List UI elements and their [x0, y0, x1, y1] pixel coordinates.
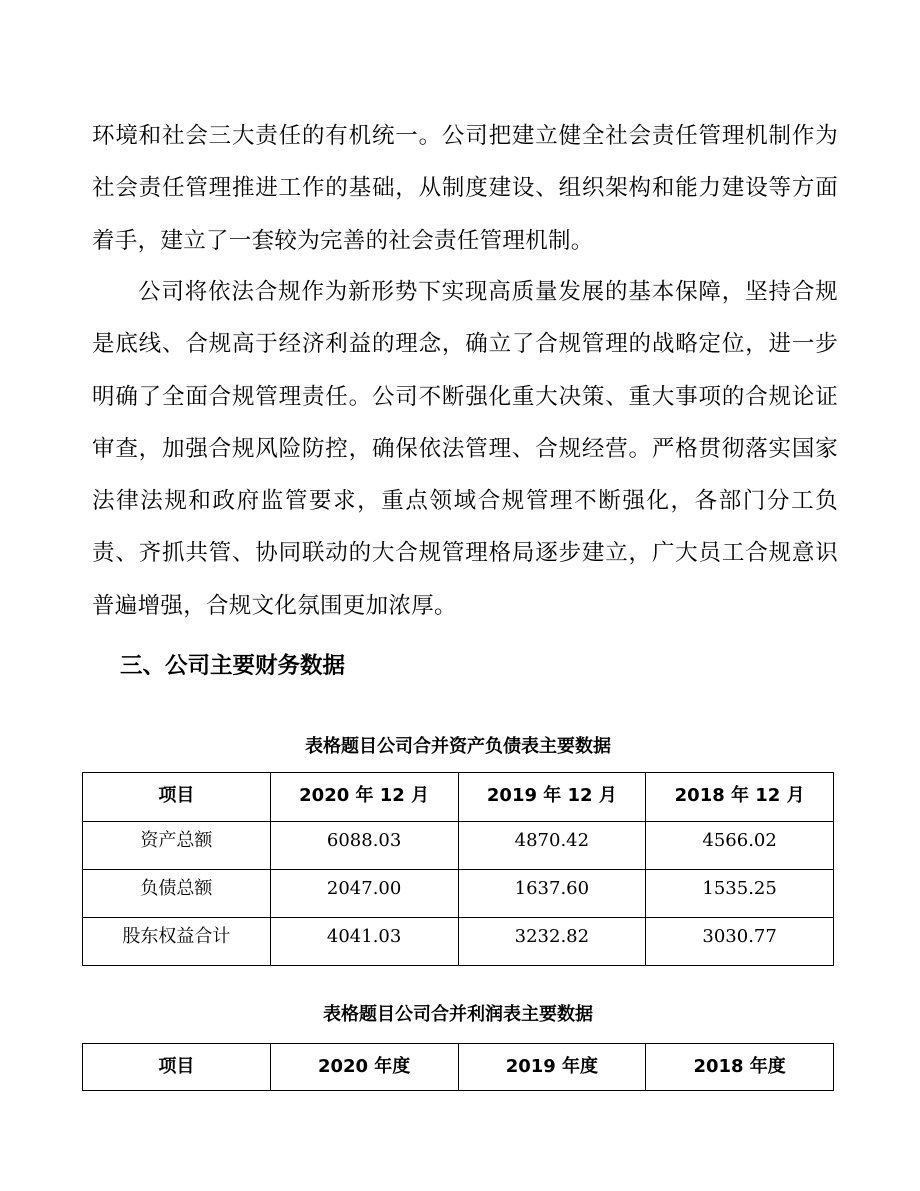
header-2019: 2019 年度 [458, 1044, 646, 1091]
header-2018: 2018 年度 [646, 1044, 834, 1091]
header-2018: 2018 年 12 月 [646, 773, 834, 822]
section-heading: 三、公司主要财务数据 [120, 653, 346, 679]
table-row [83, 918, 834, 966]
table-header-row [83, 1044, 834, 1091]
cell-value: 4566.02 [646, 822, 834, 870]
cell-value: 1535.25 [646, 870, 834, 918]
row-label: 资产总额 [83, 822, 271, 870]
header-item: 项目 [83, 1044, 271, 1091]
cell-value: 4041.03 [270, 918, 458, 966]
paragraph-1: 环境和社会三大责任的有机统一。公司把建立健全社会责任管理机制作为社会责任管理推进工作的基础，从制度建设、组织架构和能力建设等方面着手，建立了一套较为完善的社会责任管理机制。 [92, 123, 838, 254]
cell-value: 6088.03 [270, 822, 458, 870]
cell-value: 2047.00 [270, 870, 458, 918]
balance-table-caption: 表格题目公司合并资产负债表主要数据 [305, 736, 611, 757]
cell-value: 4870.42 [458, 822, 646, 870]
paragraph-2: 公司将依法合规作为新形势下实现高质量发展的基本保障，坚持合规是底线、合规高于经济利益的理念，确立了合规管理的战略定位，进一步明确了全面合规管理责任。公司不断强化重大决策、重大事项的合规论证审查，加强合规风险防控，确保依法管理、合规经营。严格贯彻落实国家法律法规和政府监管要求，重点领域合规管理不断强化，各部门分工负责、齐抓共管、协同联动的大合规管理格局逐步建立，广大员工合规意识普遍增强，合规文化氛围更加浓厚。 [92, 279, 838, 619]
table-row [83, 870, 834, 918]
row-label: 股东权益合计 [83, 918, 271, 966]
income-table-caption: 表格题目公司合并利润表主要数据 [323, 1004, 593, 1025]
income-statement-table [82, 1043, 834, 1091]
header-2020: 2020 年 12 月 [270, 773, 458, 822]
balance-sheet-table [82, 772, 834, 966]
cell-value: 3232.82 [458, 918, 646, 966]
row-label: 负债总额 [83, 870, 271, 918]
cell-value: 3030.77 [646, 918, 834, 966]
header-2019: 2019 年 12 月 [458, 773, 646, 822]
table-header-row [83, 773, 834, 822]
header-2020: 2020 年度 [270, 1044, 458, 1091]
cell-value: 1637.60 [458, 870, 646, 918]
header-item: 项目 [83, 773, 271, 822]
table-row [83, 822, 834, 870]
